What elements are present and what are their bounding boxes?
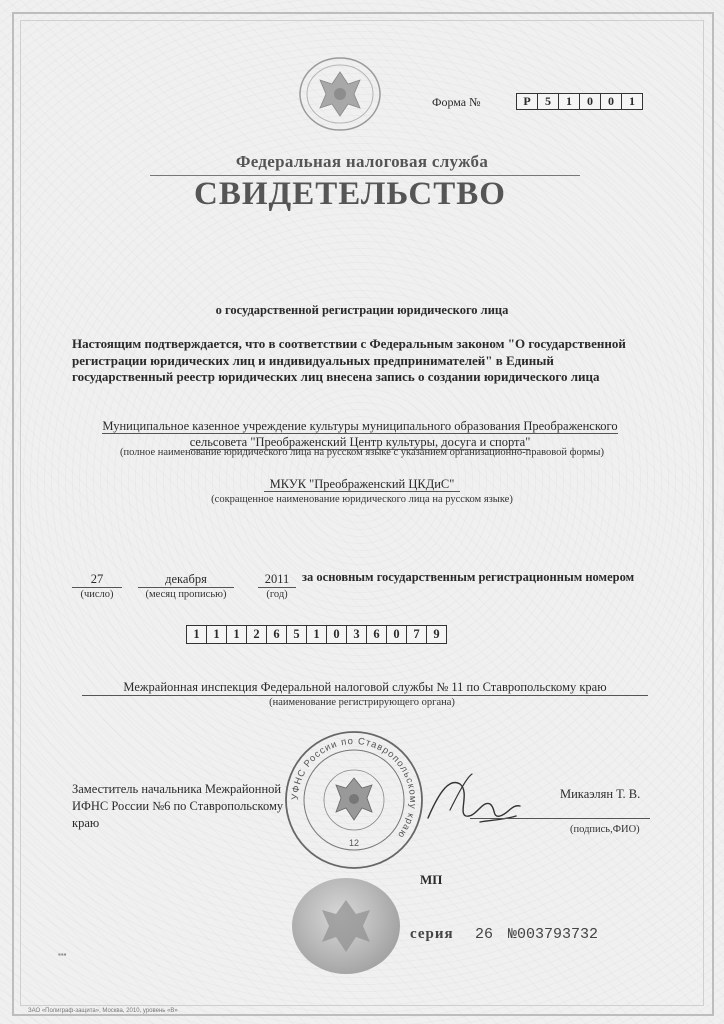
ogrn-digit: 0 [326, 625, 346, 644]
ogrn-digit: 5 [286, 625, 306, 644]
ogrn-digit: 9 [426, 625, 447, 644]
ogrn-digit: 2 [246, 625, 266, 644]
entity-short-name [0, 477, 724, 492]
agency-name: Федеральная налоговая служба [235, 152, 489, 171]
registering-authority-caption: (наименование регистрирующего органа) [269, 697, 455, 708]
form-code-char: Р [516, 93, 537, 110]
ogrn-digit: 6 [266, 625, 286, 644]
signer-position: Заместитель начальника Межрайонной ИФНС России №6 по Ставропольскому краю [72, 782, 284, 830]
ogrn-digit: 1 [226, 625, 246, 644]
ogrn-digit: 1 [206, 625, 226, 644]
date-year-caption: (год) [266, 589, 288, 600]
ogrn-digit: 0 [386, 625, 406, 644]
date-year: 2011 [258, 572, 296, 588]
form-code-char: 0 [579, 93, 600, 110]
seal-place-label: МП [420, 872, 443, 887]
ogrn-digit: 1 [186, 625, 206, 644]
stamp-number: 12 [348, 838, 360, 848]
stamp-text: УФНС России по Ставропольскому краю [289, 735, 419, 841]
entity-full-name [80, 418, 640, 450]
printer-imprint: ЗАО «Полиграф-защита», Москва, 2010, уровень «В» [28, 1008, 178, 1014]
date-day: 27 [72, 572, 122, 588]
form-label: Форма № [432, 95, 481, 109]
ogrn-digit: 7 [406, 625, 426, 644]
series-value: 26 [475, 926, 494, 943]
small-stamp-mark: ▪▪▪ [58, 950, 67, 959]
date-month: декабря [138, 572, 234, 588]
page-title: СВИДЕТЕЛЬСТВО [194, 176, 506, 212]
signer-name: Микаэлян Т. В. [560, 787, 641, 801]
registering-authority: Межрайонная инспекция Федеральной налоговой службы № 11 по Ставропольскому краю [82, 680, 648, 696]
entity-short-name-text: МКУК "Преображенский ЦКДиС" [264, 477, 461, 492]
series-label: серия [410, 926, 454, 942]
form-code-char: 5 [537, 93, 558, 110]
handwritten-signature [420, 770, 530, 830]
entity-short-name-caption: (сокращенное наименование юридического лица на русском языке) [211, 494, 513, 505]
form-code-char: 1 [621, 93, 643, 110]
form-code [516, 93, 643, 110]
ogrn-digit: 6 [366, 625, 386, 644]
form-code-char: 0 [600, 93, 621, 110]
certificate-subject: о государственной регистрации юридического лица [215, 303, 509, 317]
certificate-statement: Настоящим подтверждается, что в соответствии с Федеральным законом "О государственной регистрации юридических лиц и индивидуальных предпринимателей" в Единый государственный реестр юридических лиц внесена запись о создании юридического лица [72, 336, 626, 384]
certificate-number: №003793732 [508, 926, 599, 943]
official-stamp-icon [284, 730, 424, 870]
entity-full-name-caption: (полное наименование юридического лица на русском языке с указанием организационно-правовой формы) [120, 447, 604, 458]
date-month-caption: (месяц прописью) [145, 589, 227, 600]
signature-line [470, 818, 650, 819]
registration-number-label: за основным государственным регистрационным номером [302, 570, 635, 584]
form-code-char: 1 [558, 93, 579, 110]
eagle-icon [292, 878, 400, 974]
ogrn-number [186, 625, 447, 644]
date-day-caption: (число) [80, 589, 114, 600]
ogrn-digit: 3 [346, 625, 366, 644]
state-emblem-icon [298, 56, 382, 132]
hologram-emblem [292, 878, 400, 974]
signature-caption: (подпись,ФИО) [570, 824, 640, 835]
ogrn-digit: 1 [306, 625, 326, 644]
entity-full-name-text: Муниципальное казенное учреждение культуры муниципального образования Преображенского сельсовета "Преображенский Центр культуры, досуга и спорта" [102, 419, 618, 449]
